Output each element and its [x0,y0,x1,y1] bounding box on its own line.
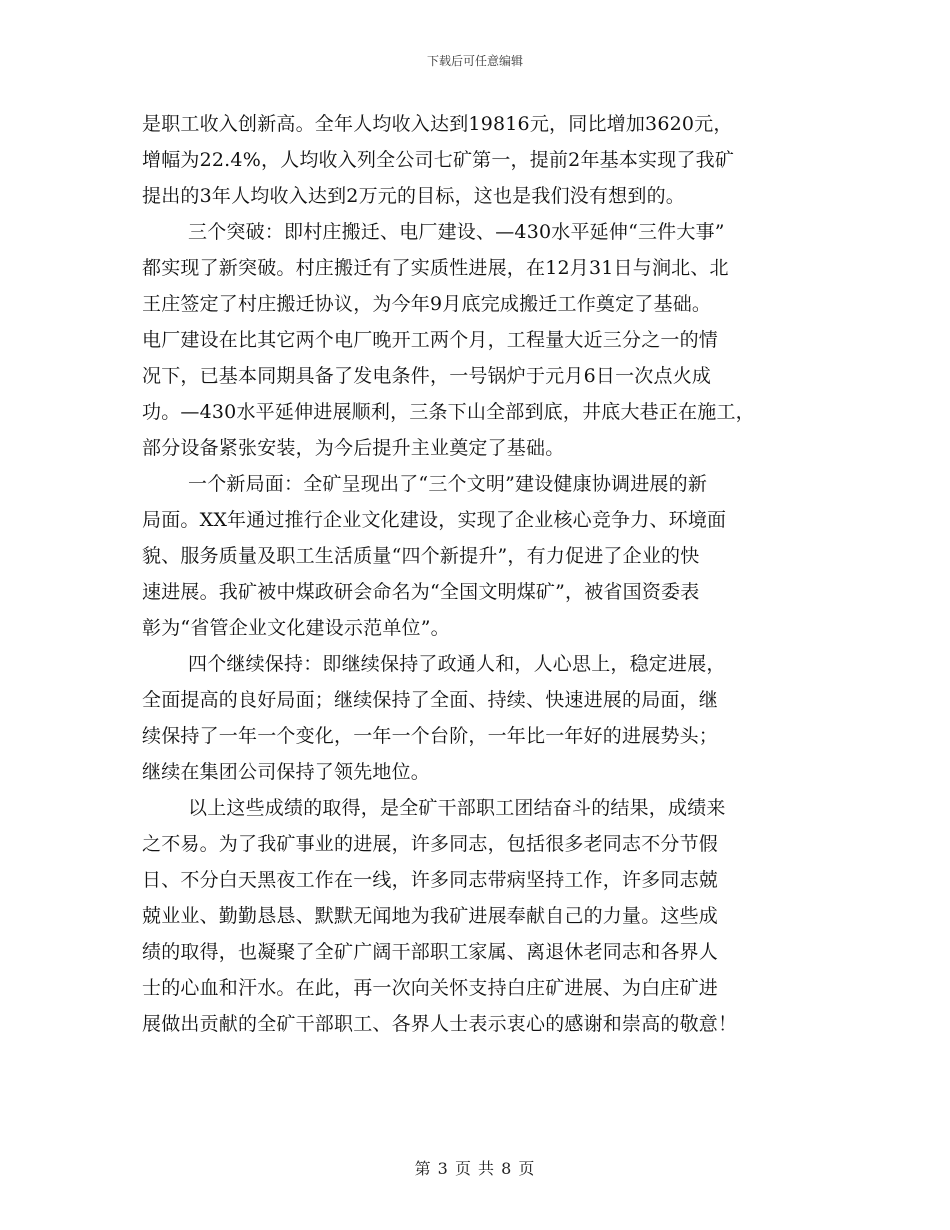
paragraph-start-line: 三个突破：即村庄搬迁、电厂建设、—430水平延伸“三件大事” [188,221,725,243]
document-body [142,106,832,1042]
text-line: 电厂建设在比其它两个电厂晚开工两个月，工程量大近三分之一的情 [142,329,719,351]
text-line: 兢业业、勤勤恳恳、默默无闻地为我矿进展奉献自己的力量。这些成 [142,905,719,927]
text-line: 增幅为22.4%，人均收入列全公司七矿第一，提前2年基本实现了我矿 [142,149,735,171]
text-line: 全面提高的良好局面；继续保持了全面、持续、快速进展的局面，继 [142,689,719,711]
text-line: 部分设备紧张安装，为今后提升主业奠定了基础。 [142,437,565,459]
text-line: 局面。XX年通过推行企业文化建设，实现了企业核心竞争力、环境面 [142,509,727,531]
text-line: 士的心血和汗水。在此，再一次向关怀支持白庄矿进展、为白庄矿进 [142,977,719,999]
page-header-note: 下载后可任意编辑 [426,54,523,68]
text-line: 彰为“省管企业文化建设示范单位”。 [142,617,450,639]
page-number-footer: 第 3 页 共 8 页 [414,1159,536,1178]
text-line: 日、不分白天黑夜工作在一线，许多同志带病坚持工作，许多同志兢 [142,869,719,891]
text-line: 速进展。我矿被中煤政研会命名为“全国文明煤矿”，被省国资委表 [142,581,700,603]
text-line: 都实现了新突破。村庄搬迁有了实质性进展，在12月31日与涧北、北 [142,257,729,279]
text-line: 展做出贡献的全矿干部职工、各界人士表示衷心的感谢和崇高的敬意！ [142,1013,738,1035]
paragraph-start-line: 四个继续保持：即继续保持了政通人和，人心思上，稳定进展， [188,653,726,675]
text-line: 貌、服务质量及职工生活质量“四个新提升”，有力促进了企业的快 [142,545,700,567]
text-line: 王庄签定了村庄搬迁协议，为今年9月底完成搬迁工作奠定了基础。 [142,293,712,315]
text-line: 是职工收入创新高。全年人均收入达到19816元，同比增加3620元， [142,113,733,135]
text-line: 功。—430水平延伸进展顺利，三条下山全部到底，井底大巷正在施工， [142,401,755,423]
paragraph-start-line: 一个新局面：全矿呈现出了“三个文明”建设健康协调进展的新 [188,473,708,495]
text-line: 继续在集团公司保持了领先地位。 [142,761,431,783]
paragraph-start-line: 以上这些成绩的取得，是全矿干部职工团结奋斗的结果，成绩来 [188,797,726,819]
text-line: 况下，已基本同期具备了发电条件，一号锅炉于元月6日一次点火成 [142,365,712,387]
text-line: 之不易。为了我矿事业的进展，许多同志，包括很多老同志不分节假 [142,833,719,855]
text-line: 提出的3年人均收入达到2万元的目标，这也是我们没有想到的。 [142,185,685,207]
text-line: 续保持了一年一个变化，一年一个台阶，一年比一年好的进展势头； [142,725,719,747]
text-line: 绩的取得，也凝聚了全矿广阔干部职工家属、离退休老同志和各界人 [142,941,719,963]
